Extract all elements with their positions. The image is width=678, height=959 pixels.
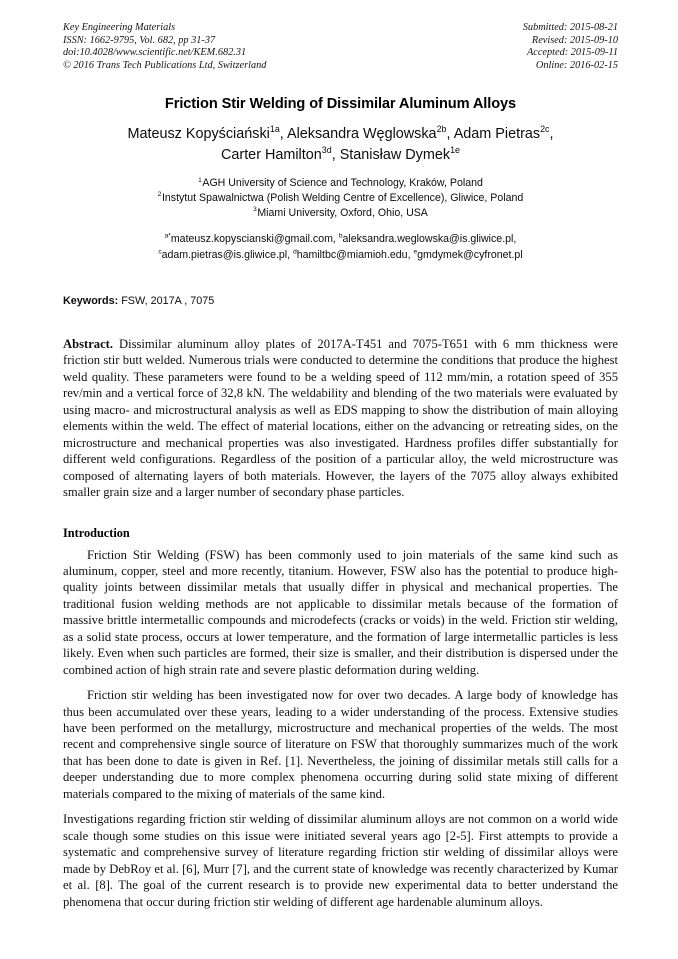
section-heading: Introduction	[63, 525, 130, 540]
author-name: Aleksandra Węglowska	[286, 126, 437, 143]
journal-name: Key Engineering Materials	[63, 22, 176, 33]
keywords-label: Keywords:	[63, 294, 119, 307]
affiliation-list	[63, 176, 618, 220]
abstract-text: Dissimilar aluminum alloy plates of 2017A-T451 and 7075-T651 with 6 mm thickness were friction stir butt welded. Numerous trials were conducted to determine the conditions that produce the highest weld quality. These parameters were found to be a welding speed of 112 mm/min, a rotation speed of 355 rev/min and a vertical force of 32,8 kN. The weldability and blending of the two materials were evaluated by using macro- and microstructural analysis as well as EDS mapping to show the distribution of main alloying elements within the weld. The effect of material locations, either on the advancing or retreating sides, on the microstructure and mechanical properties was also investigated. Hardness profiles differ substantially for different weld configurations. Regardless of the position of a particular alloy, the weld microstructure was composed of alternating layers of both materials. However, the layers of the 7075 alloy always exhibited smaller grain size and a larger number of secondary phase particles.	[63, 336, 618, 500]
issn-line: ISSN: 1662-9795, Vol. 682, pp 31-37	[63, 34, 216, 46]
email-address: adam.pietras@is.gliwice.pl	[161, 248, 288, 261]
author-list	[63, 124, 618, 166]
affiliation-line	[63, 191, 618, 206]
publication-dates-block	[523, 22, 618, 72]
affiliation-marker: 2	[157, 191, 162, 199]
affiliation-marker: 3	[253, 206, 257, 214]
abstract-block	[63, 336, 618, 501]
affiliation-text: AGH University of Science and Technology, Kraków, Poland	[202, 177, 483, 190]
author-affiliation-marker: 2c	[540, 124, 550, 135]
online-date: Online: 2016-02-15	[535, 59, 618, 71]
author-line-1: Mateusz Kopyściański$^{1a}$, Aleksandra Węglowska$^{2b}$, Adam Pietras$^{2c}$,	[127, 124, 554, 143]
author-line-2: Carter Hamilton$^{3d}$, Stanisław Dymek$^{1e}$	[221, 145, 460, 164]
affiliation-line	[63, 176, 618, 191]
email-line-1: $^{a*}$mateusz.kopyscianski@gmail.com, $^b$aleksandra.weglowska@is.gliwice.pl,	[164, 232, 517, 246]
email-marker: d	[293, 248, 297, 256]
email-address: gmdymek@cyfronet.pl	[417, 248, 523, 261]
author-name: Mateusz Kopyściański	[127, 126, 270, 143]
copyright-line: © 2016 Trans Tech Publications Ltd, Switzerland	[63, 59, 267, 71]
paragraph: Investigations regarding friction stir welding of dissimilar aluminum alloys are not common on a world wide scale though some studies on this issue were initiated several years ago [2-5]. First attempts to provide a systematic and comprehensive survey of literature regarding friction stir welding of dissimilar alloys were made by DebRoy et al. [6], Murr [7], and the current state of knowledge was recently characterized by Kumar et al. [8]. The goal of the current research is to provide new experimental data to better understand the phenomena that occur during friction stir welding of different age hardenable aluminum alloys.	[63, 812, 618, 909]
author-name: Adam Pietras	[453, 126, 541, 143]
email-address: hamiltbc@miamioh.edu	[296, 248, 408, 261]
accepted-date: Accepted: 2015-09-11	[526, 47, 618, 59]
email-marker: b	[338, 232, 343, 240]
author-affiliation-marker: 1e	[450, 145, 460, 156]
paragraph: Friction Stir Welding (FSW) has been commonly used to join materials of the same kind such as aluminum, copper, steel and more recently, titanium. However, FSW also has the potential to produce high-quality joints between dissimilar metals that usually differ in physical and mechanical properties. The traditional fusion welding methods are not applicable to dissimilar metals because of the formation of massive brittle intermetallic compounds and microdefects (cracks or voids) in the weld. Friction stir welding, as a solid state process, occurs at lower temperature, and the formation of large intermetallic particles is less likely. Even when such particles are formed, their size is smaller, and their distribution is dispersed under the combined action of high strain rate and severe plastic deformation during welding.	[63, 547, 618, 677]
email-marker: e	[413, 248, 418, 256]
author-name: Stanisław Dymek	[339, 147, 451, 164]
doi-line: doi:10.4028/www.scientific.net/KEM.682.31	[63, 47, 247, 59]
affiliation-text: Instytut Spawalnictwa (Polish Welding Centre of Excellence), Gliwice, Poland	[161, 191, 524, 204]
email-list	[63, 232, 618, 263]
abstract-label: Abstract.	[63, 336, 114, 351]
author-name: Carter Hamilton	[221, 147, 322, 164]
journal-info-block	[63, 22, 266, 72]
paper-title: Friction Stir Welding of Dissimilar Aluminum Alloys	[164, 96, 517, 113]
email-address: aleksandra.weglowska@is.gliwice.pl	[342, 233, 514, 246]
author-affiliation-marker: 1a	[269, 124, 280, 135]
keywords-value: FSW, 2017A , 7075	[121, 294, 215, 307]
affiliation-line	[63, 206, 618, 221]
affiliation-marker: 1	[198, 176, 202, 184]
author-affiliation-marker: 2b	[436, 124, 447, 135]
section-introduction	[63, 526, 618, 911]
email-marker: a*	[164, 232, 171, 240]
email-line-2: $^c$adam.pietras@is.gliwice.pl, $^d$hamiltbc@miamioh.edu, $^e$gmdymek@cyfronet.pl	[158, 248, 523, 261]
affiliation-text: Miami University, Oxford, Ohio, USA	[257, 206, 428, 219]
email-address: mateusz.kopyscianski@gmail.com	[170, 233, 333, 246]
paragraph: Friction stir welding has been investigated now for over two decades. A large body of knowledge has thus been accumulated over these years, leading to a wider understanding of the process. Extensive studies have been performed on the metallurgy, microstructure and mechanical properties of the welds. The most recent and comprehensive single source of literature on FSW that thoroughly summarizes much of the work that has been done to date is given in Ref. [1]. Nevertheless, the joining of dissimilar metals still calls for a deeper understanding due to more complex phenomena occurring during solid state mixing of different materials compared to the mixing of materials of the same kind.	[63, 688, 618, 801]
revised-date: Revised: 2015-09-10	[531, 34, 618, 46]
submitted-date: Submitted: 2015-08-21	[522, 22, 618, 33]
email-marker: c	[158, 248, 162, 256]
running-header	[63, 22, 618, 72]
author-affiliation-marker: 3d	[321, 145, 332, 156]
keywords-row	[63, 294, 618, 308]
